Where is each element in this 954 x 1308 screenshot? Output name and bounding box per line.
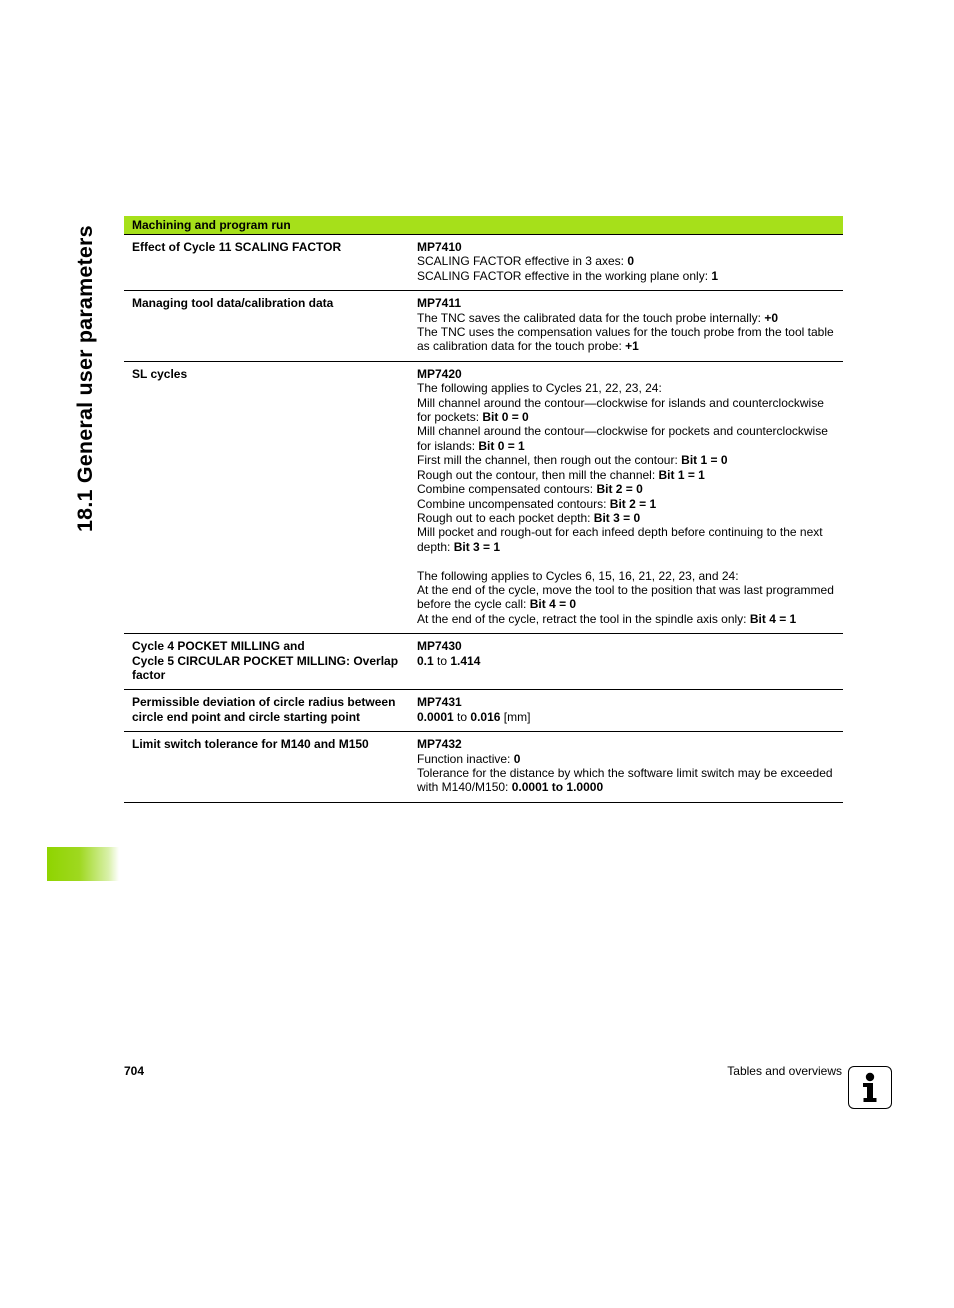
parameter-label: SL cycles xyxy=(132,366,188,381)
parameter-label: Permissible deviation of circle radius between circle end point and circle starting point xyxy=(132,695,396,724)
value-line: At the end of the cycle, retract the tool in the spindle axis only: Bit 4 = 1 xyxy=(417,611,797,626)
machine-parameter-id: MP7410 xyxy=(417,240,462,254)
setting-value: 0.0001 to 1.0000 xyxy=(511,780,604,795)
setting-value: 0.016 xyxy=(470,709,501,724)
value-line: Function inactive: 0 xyxy=(417,751,521,766)
value-line: Mill channel around the contour—clockwise for islands and counterclockwise for pockets: Bit 0 = 0 xyxy=(417,395,824,425)
setting-value: 0.0001 xyxy=(417,709,454,724)
value-line: SCALING FACTOR effective in the working plane only: 1 xyxy=(417,268,719,283)
value-line: First mill the channel, then rough out the contour: Bit 1 = 0 xyxy=(417,453,728,468)
setting-value: Bit 4 = 1 xyxy=(749,611,797,626)
value-line: At the end of the cycle, move the tool to the position that was last programmed before the cycle call: Bit 4 = 0 xyxy=(417,582,834,612)
value-line: Rough out to each pocket depth: Bit 3 = 0 xyxy=(417,510,641,525)
section-title: 18.1 General user parameters xyxy=(73,225,97,532)
chapter-name: Tables and overviews xyxy=(727,1064,842,1078)
parameter-label: Cycle 4 POCKET MILLING and Cycle 5 CIRCULAR POCKET MILLING: Overlap factor xyxy=(132,639,399,682)
setting-value: 0 xyxy=(513,751,521,766)
value-line: 0.1 to 1.414 xyxy=(417,653,481,668)
value-line: Mill channel around the contour—clockwise for pockets and counterclockwise for islands: Bit 0 = 1 xyxy=(417,424,828,453)
setting-value: Bit 0 = 0 xyxy=(482,410,529,425)
table-body xyxy=(124,235,843,802)
table-row xyxy=(124,290,843,361)
table-row xyxy=(124,689,843,731)
info-icon xyxy=(848,1066,892,1109)
parameter-value xyxy=(417,639,843,682)
parameter-label: Effect of Cycle 11 SCALING FACTOR xyxy=(132,240,342,254)
value-line: Combine compensated contours: Bit 2 = 0 xyxy=(417,482,643,497)
setting-value: Bit 1 = 0 xyxy=(681,453,728,468)
value-line: The following applies to Cycles 6, 15, 16, 21, 22, 23, and 24: xyxy=(417,568,739,583)
setting-value: 1.414 xyxy=(450,653,481,668)
value-line: Combine uncompensated contours: Bit 2 = 1 xyxy=(417,496,657,511)
setting-value: +1 xyxy=(625,339,639,354)
parameter-label: Limit switch tolerance for M140 and M150 xyxy=(132,737,369,752)
table-row xyxy=(124,633,843,689)
table-row xyxy=(124,731,843,802)
parameter-value xyxy=(417,367,843,626)
table-row xyxy=(124,235,843,290)
setting-value: Bit 2 = 1 xyxy=(609,496,657,511)
value-line: The TNC saves the calibrated data for the touch probe internally: +0 xyxy=(417,310,778,325)
value-line: The TNC uses the compensation values for the touch probe from the tool table as calibration data for the touch probe: +1 xyxy=(417,325,834,354)
parameter-label: Managing tool data/calibration data xyxy=(132,296,334,311)
parameter-table xyxy=(124,216,843,803)
table-header: Machining and program run xyxy=(124,216,843,235)
parameter-value xyxy=(417,296,843,354)
page-number: 704 xyxy=(124,1064,145,1078)
parameter-value xyxy=(417,737,843,795)
setting-value: Bit 4 = 0 xyxy=(529,597,577,612)
setting-value: Bit 2 = 0 xyxy=(596,482,643,497)
value-line: Rough out the contour, then mill the channel: Bit 1 = 1 xyxy=(417,467,705,482)
parameter-value xyxy=(417,695,843,724)
section-title-vertical xyxy=(68,214,108,534)
machine-parameter-id: MP7420 xyxy=(417,366,462,381)
setting-value: 0.1 xyxy=(417,653,434,668)
setting-value: Bit 3 = 1 xyxy=(453,539,501,554)
machine-parameter-id: MP7432 xyxy=(417,737,462,752)
value-line: Tolerance for the distance by which the software limit switch may be exceeded with M140/M150: 0.0001 to 1.0000 xyxy=(417,765,833,795)
machine-parameter-id: MP7430 xyxy=(417,639,462,654)
setting-value: 1 xyxy=(711,268,719,283)
setting-value: Bit 1 = 1 xyxy=(658,467,705,482)
setting-value: 0 xyxy=(627,254,634,269)
chapter-tab-marker xyxy=(47,847,119,881)
setting-value: Bit 3 = 0 xyxy=(593,510,641,525)
value-line: The following applies to Cycles 21, 22, 23, 24: xyxy=(417,381,662,396)
value-line: Mill pocket and rough-out for each infeed depth before continuing to the next depth: Bit 3 = 1 xyxy=(417,525,823,554)
setting-value: +0 xyxy=(764,310,778,325)
machine-parameter-id: MP7411 xyxy=(417,296,462,311)
setting-value: Bit 0 = 1 xyxy=(478,438,525,453)
value-line: 0.0001 to 0.016 [mm] xyxy=(417,709,531,724)
table-row xyxy=(124,361,843,633)
machine-parameter-id: MP7431 xyxy=(417,695,462,710)
value-line: SCALING FACTOR effective in 3 axes: 0 xyxy=(417,254,634,269)
parameter-value xyxy=(417,240,843,283)
